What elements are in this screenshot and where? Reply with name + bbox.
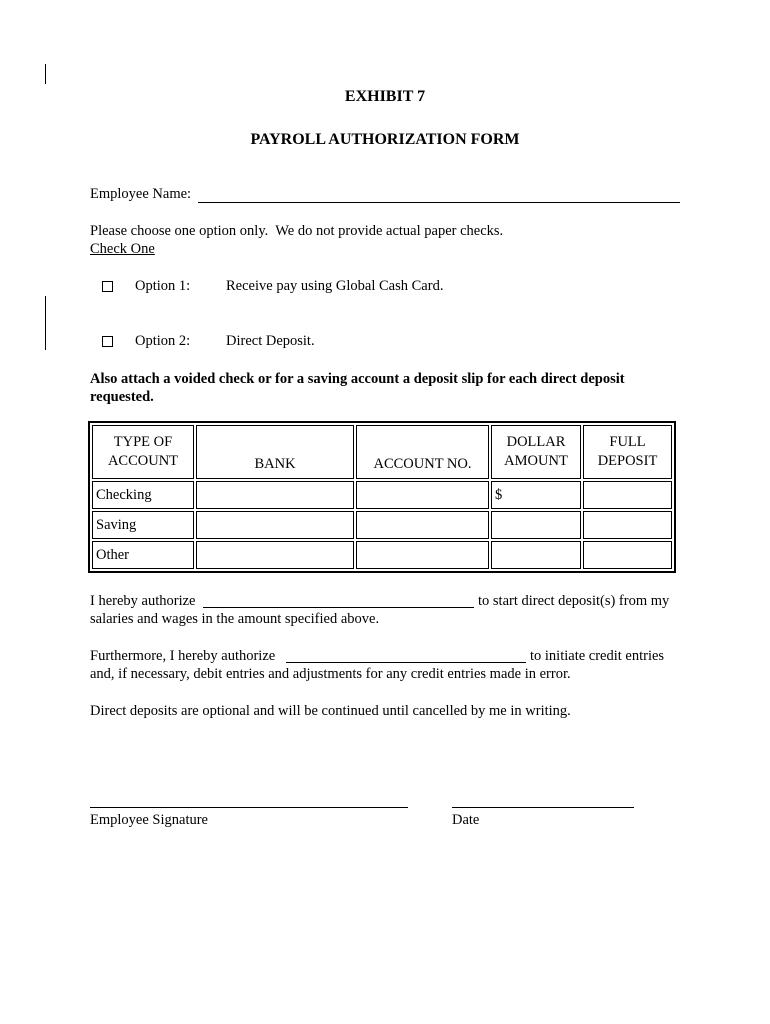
form-title: PAYROLL AUTHORIZATION FORM xyxy=(250,131,520,148)
option-2-text: Direct Deposit. xyxy=(226,333,315,349)
date-label: Date xyxy=(452,812,480,828)
header-type-of-account: TYPE OF ACCOUNT xyxy=(92,425,194,479)
table-row xyxy=(92,541,672,569)
signature-label: Employee Signature xyxy=(90,812,208,828)
revision-bar xyxy=(45,64,46,84)
check-one-label: Check One xyxy=(90,241,155,257)
employee-name-label: Employee Name: xyxy=(90,186,192,202)
date-line[interactable] xyxy=(452,807,634,808)
bank-cell[interactable] xyxy=(196,511,354,539)
account-no-cell[interactable] xyxy=(356,511,489,539)
header-bank: BANK xyxy=(196,425,354,479)
header-dollar-amount: DOLLAR AMOUNT xyxy=(491,425,581,479)
header-account-no: ACCOUNT NO. xyxy=(356,425,489,479)
account-table xyxy=(88,421,676,573)
authorize-1-suffix: to start direct deposit(s) from my xyxy=(478,593,670,609)
authorize-2-suffix: to initiate credit entries xyxy=(530,648,665,664)
instructions-text: Please choose one option only. We do not provide actual paper checks. xyxy=(90,223,504,239)
table-row xyxy=(92,481,672,509)
full-deposit-cell[interactable] xyxy=(583,541,672,569)
table-header-row xyxy=(92,425,672,479)
header-full-deposit: FULL DEPOSIT xyxy=(583,425,672,479)
authorize-1-prefix: I hereby authorize xyxy=(90,593,196,609)
authorize-2-line2: and, if necessary, debit entries and adjustments for any credit entries made in error. xyxy=(90,666,571,682)
account-type-cell: Saving xyxy=(92,511,194,539)
option-2-checkbox[interactable] xyxy=(102,336,113,347)
dollar-amount-cell[interactable] xyxy=(491,511,581,539)
account-no-cell[interactable] xyxy=(356,481,489,509)
optional-note: Direct deposits are optional and will be continued until cancelled by me in writing. xyxy=(90,703,571,719)
account-no-cell[interactable] xyxy=(356,541,489,569)
authorize-1-line2: salaries and wages in the amount specified above. xyxy=(90,611,380,627)
full-deposit-cell[interactable] xyxy=(583,511,672,539)
bank-cell[interactable] xyxy=(196,541,354,569)
bank-cell[interactable] xyxy=(196,481,354,509)
table-row xyxy=(92,511,672,539)
authorize-2-prefix: Furthermore, I hereby authorize xyxy=(90,648,276,664)
signature-line[interactable] xyxy=(90,807,408,808)
option-1-checkbox[interactable] xyxy=(102,281,113,292)
authorize-1-company-field[interactable] xyxy=(203,607,474,608)
option-1-text: Receive pay using Global Cash Card. xyxy=(226,278,444,294)
option-2-label: Option 2: xyxy=(135,333,191,349)
dollar-amount-cell[interactable] xyxy=(491,541,581,569)
account-type-cell: Other xyxy=(92,541,194,569)
revision-bar xyxy=(45,296,46,350)
option-1-label: Option 1: xyxy=(135,278,191,294)
authorize-2-company-field[interactable] xyxy=(286,662,526,663)
full-deposit-cell[interactable] xyxy=(583,481,672,509)
attach-note: Also attach a voided check or for a saving account a deposit slip for each direct deposit requested. xyxy=(90,371,625,405)
account-type-cell: Checking xyxy=(92,481,194,509)
dollar-amount-cell[interactable]: $ xyxy=(491,481,581,509)
employee-name-field[interactable] xyxy=(198,202,680,203)
exhibit-title: EXHIBIT 7 xyxy=(344,88,426,105)
